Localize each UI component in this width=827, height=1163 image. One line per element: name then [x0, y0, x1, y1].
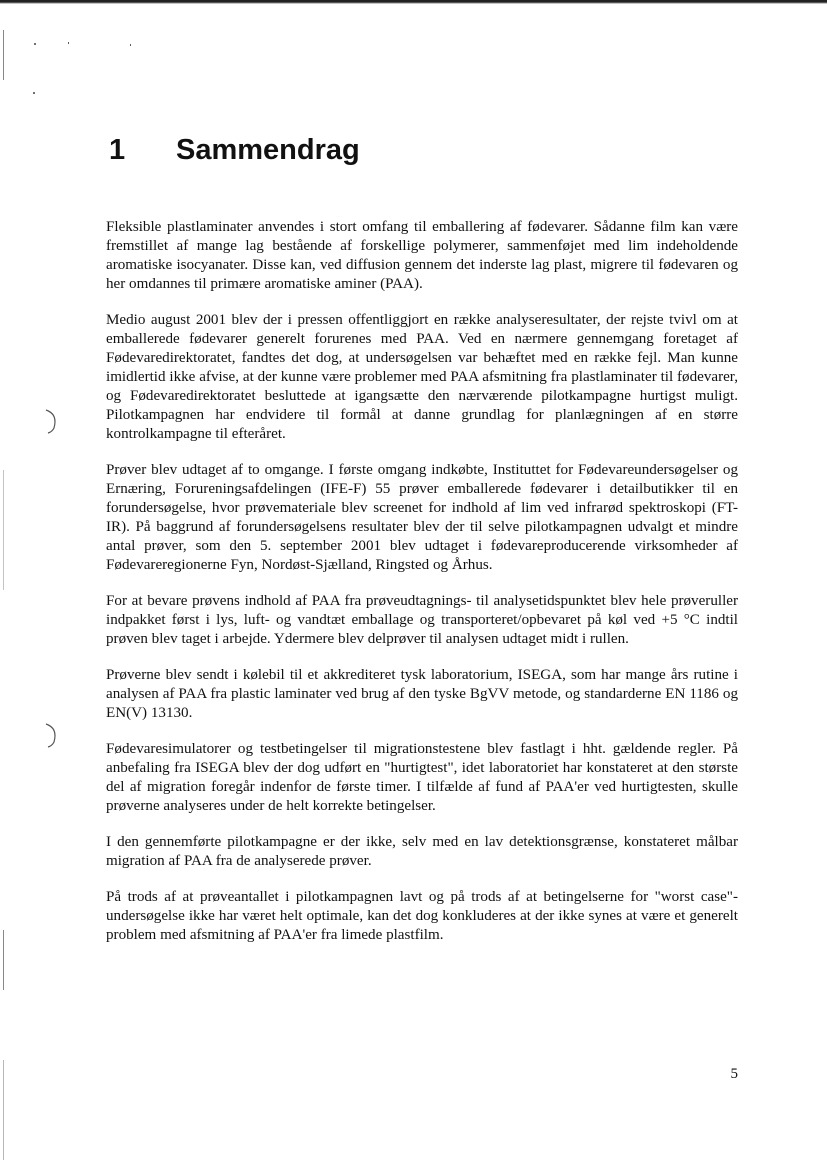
paragraph: I den gennemførte pilotkampagne er der ikke, selv med en lav detektionsgrænse, konstateret målbar migration af PAA fra de analyserede prøver. [106, 834, 738, 869]
paragraph: Prøver blev udtaget af to omgange. I første omgang indkøbte, Instituttet for Fødevareundersøgelser og Ernæring, Forureningsafdelingen (IFE-F) 55 prøver emballerede fødevarer i detailbutikker til en forundersøgelse, hvor prøvemateriale blev screenet for indhold af lim ved infrarød spektroskopi (FT-IR). På baggrund af forundersøgelsens resultater blev der til selve pilotkampagnen udvalgt et mindre antal prøver, som den 5. september 2001 blev udtaget i fødevareproducerende virksomheder af Fødevareregionerne Fyn, Nordøst-Sjælland, Ringsted og Århus. [106, 462, 738, 573]
paragraph: Prøverne blev sendt i kølebil til et akkrediteret tysk laboratorium, ISEGA, som har mange års rutine i analysen af PAA fra plastic laminater ved brug af den tyske BgVV metode, og standarderne EN 1186 og EN(V) 13130. [106, 667, 738, 721]
scan-left-edge [3, 930, 4, 990]
paragraph: Fødevaresimulatorer og testbetingelser til migrationstestene blev fastlagt i hht. gældende regler. På anbefaling fra ISEGA blev der dog udført en "hurtigtest", idet laboratoriet har konstateret at den største del af migration foregår indenfor de første timer. I tilfælde af fund af PAA'er ved hurtigtesten, skulle prøverne analyseres under de helt korrekte betingelser. [106, 741, 738, 814]
paragraph: Medio august 2001 blev der i pressen offentliggjort en række analyseresultater, der rejste tvivl om at emballerede fødevarer generelt forurenes med PAA. Ved en nærmere gennemgang foretaget af Fødevaredirektoratet, fandtes det dog, at undersøgelsen var behæftet med en række fejl. Man kunne imidlertid ikke afvise, at der kunne være problemer med PAA afsmitning fra plastlaminater til fødevarer, og Fødevaredirektoratet besluttede at igangsætte den nærværende pilotkampagne hurtigst muligt. Pilotkampagnen har endvidere til formål at danne grundlag for planlægningen af en større kontrolkampagne til efteråret. [106, 312, 738, 442]
paragraph: Fleksible plastlaminater anvendes i stort omfang til emballering af fødevarer. Sådanne film kan være fremstillet af mange lag bestående af forskellige polymerer, sammenføjet med lim indeholdende aromatiske isocyanater. Disse kan, ved diffusion gennem det inderste lag plast, migrere til fødevaren og her omdannes til primære aromatiske aminer (PAA). [106, 219, 738, 292]
scan-left-edge [3, 1060, 4, 1160]
paragraph: På trods af at prøveantallet i pilotkampagnen lavt og på trods af at betingelserne for "worst case"- undersøgelse ikke har været helt optimale, kan det dog konkluderes at der ikke synes at være et generelt problem med afsmitning af PAA'er fra limede plastfilm. [106, 889, 738, 943]
scan-speck [130, 44, 131, 46]
scan-left-edge [3, 470, 4, 590]
section-title: Sammendrag [176, 134, 360, 166]
section-heading [109, 134, 360, 167]
scan-speck [33, 92, 35, 94]
scan-left-edge [3, 30, 4, 80]
page-number: 5 [730, 1066, 738, 1082]
scan-top-edge [0, 0, 827, 4]
paragraph: For at bevare prøvens indhold af PAA fra prøveudtagnings- til analysetidspunktet blev hele prøveruller indpakket først i lys, luft- og vandtæt emballage og transporteret/opbevaret på køl ved +5 °C indtil prøven blev taget i arbejde. Ydermere blev delprøver til analysen udtaget midt i rullen. [106, 593, 738, 647]
section-number: 1 [109, 134, 126, 166]
binder-hole-mark [40, 408, 62, 434]
scan-speck [34, 43, 36, 45]
binder-hole-mark [40, 722, 62, 748]
body-text [106, 218, 738, 962]
scan-speck [68, 42, 69, 44]
